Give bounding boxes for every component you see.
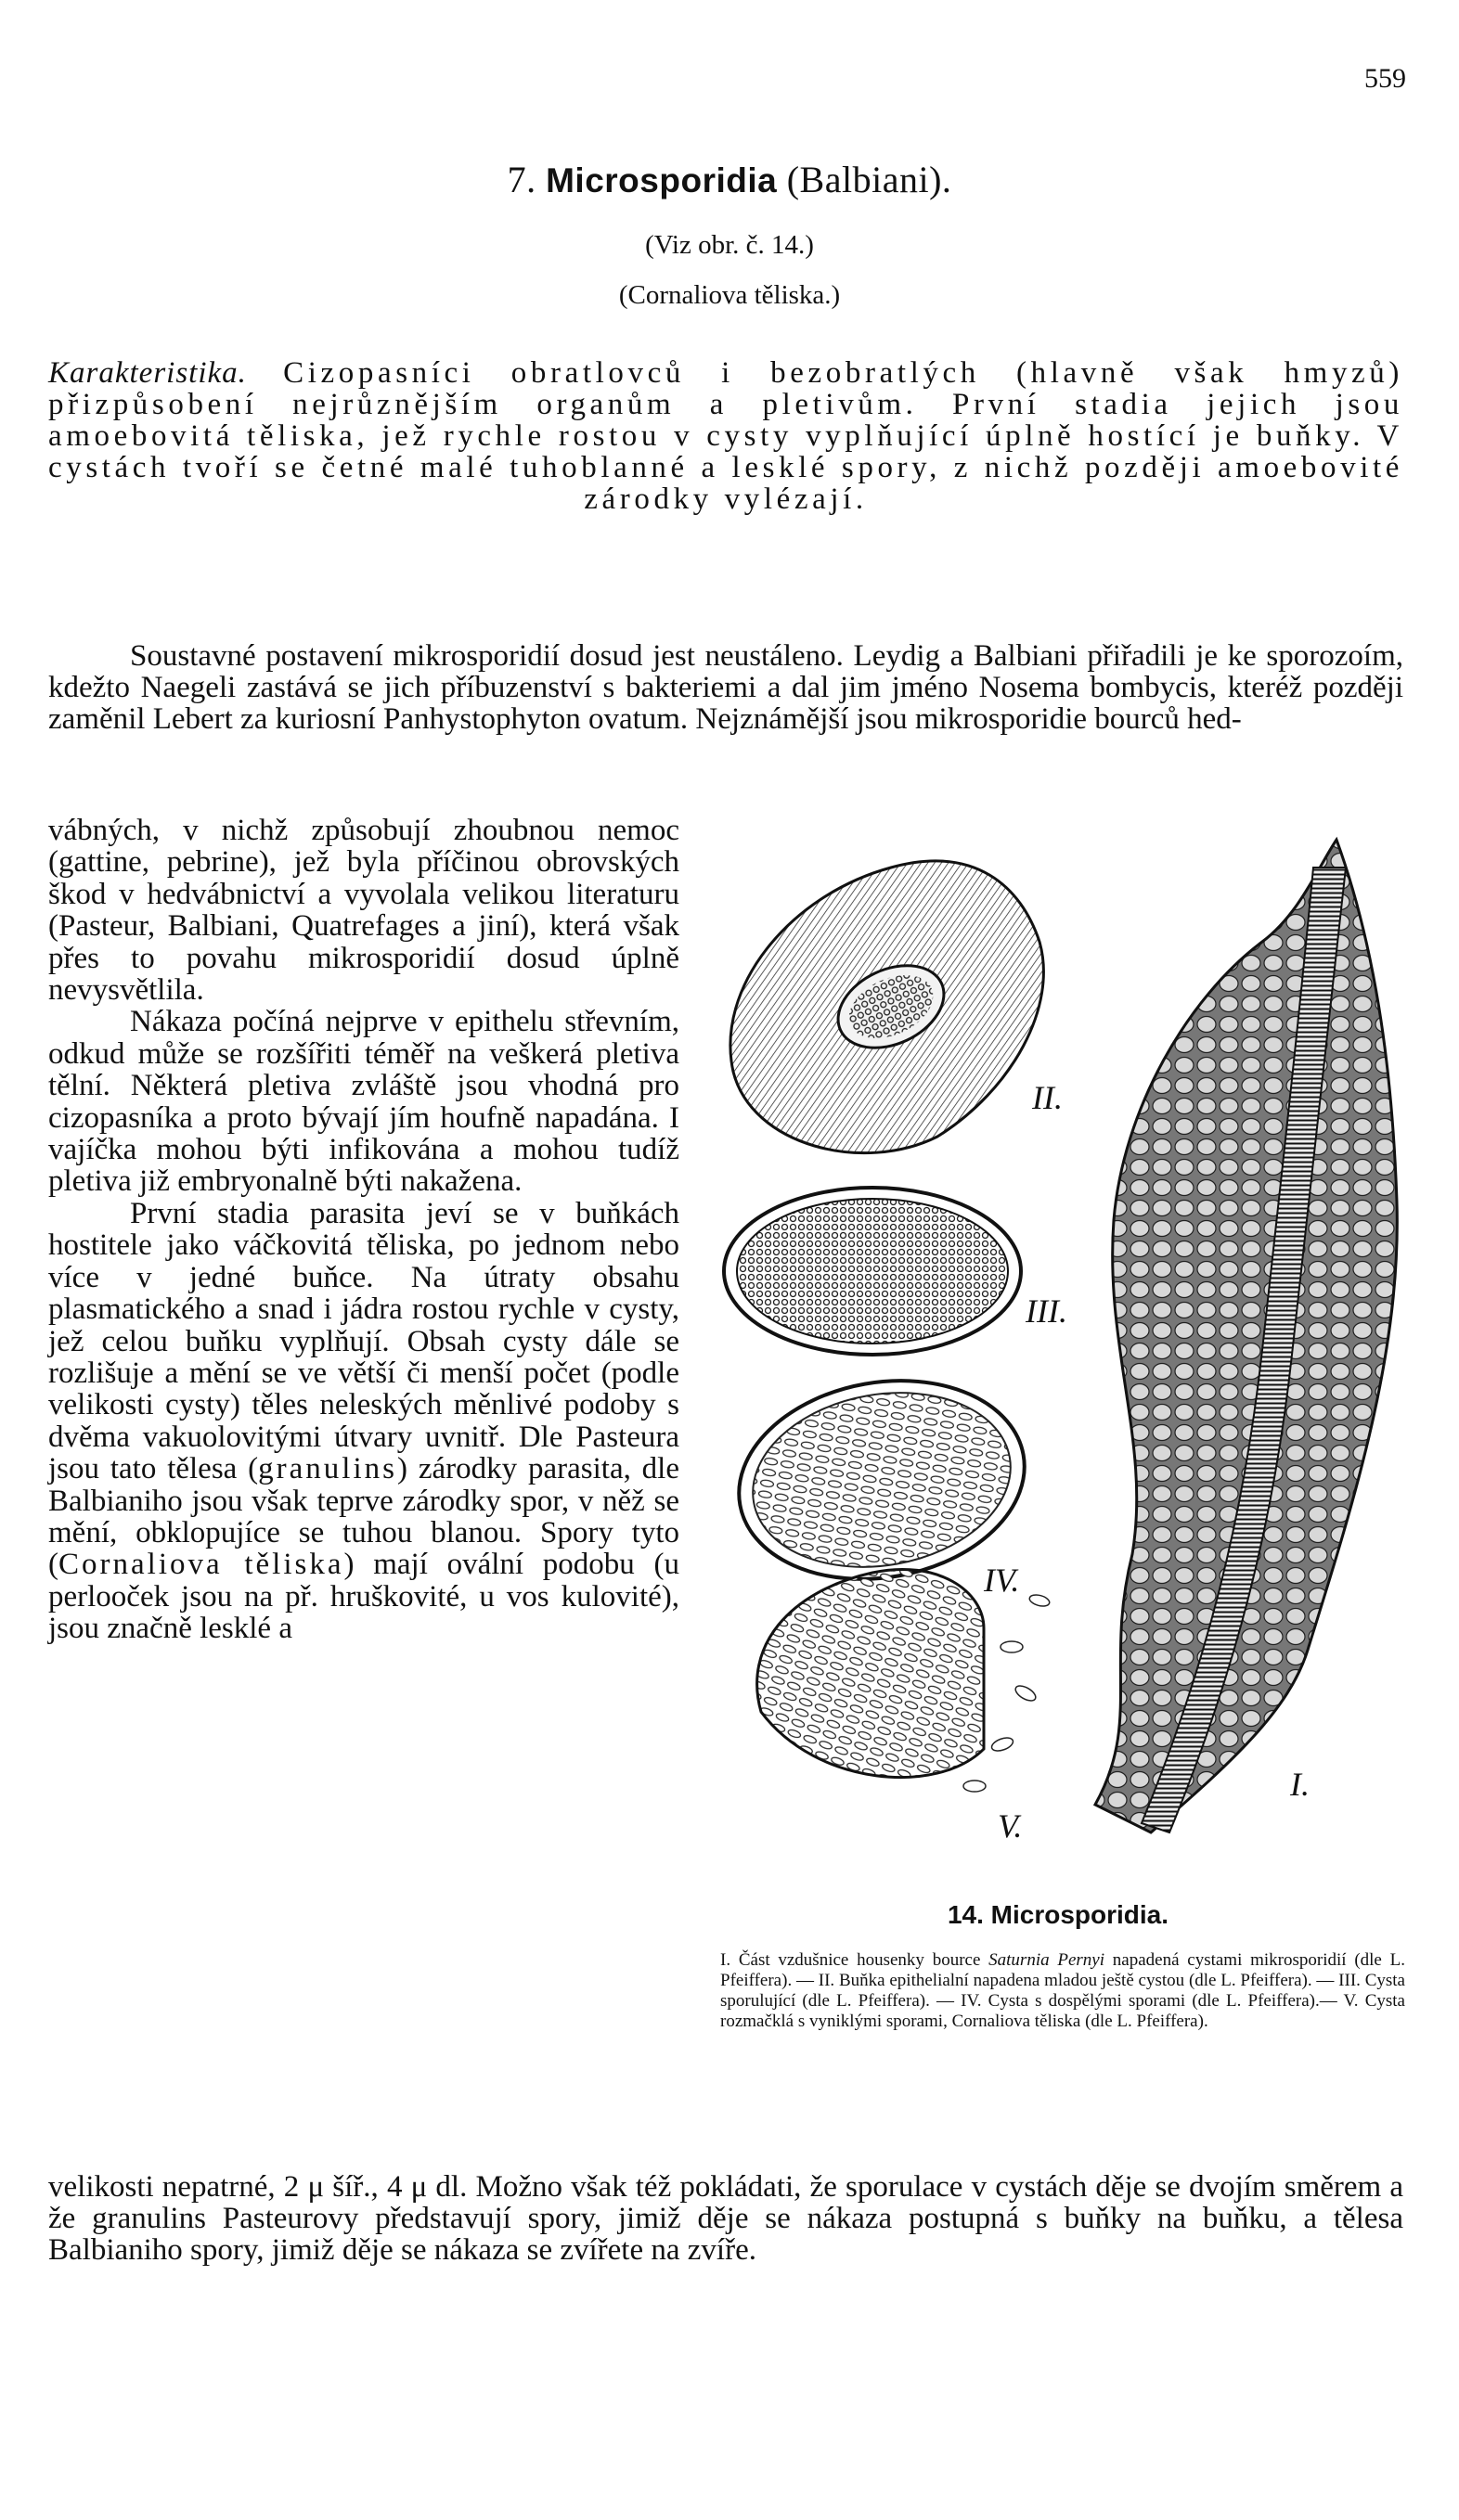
characteristics-paragraph — [48, 357, 1403, 515]
legend-part-a: I. Část vzdušnice housenky bource — [720, 1950, 989, 1970]
microsporidia-figure — [705, 830, 1411, 1879]
figure-legend — [720, 1950, 1405, 2032]
closing-paragraph: velikosti nepatrné, 2 μ šíř., 4 μ dl. Možno však též pokládati, že sporulace v cystách děje se dvojím směrem a že granulins Pasteurovy představují spory, jimiž děje se nákaza postupná s buňky na buňku, a tělesa Balbianiho spory, jimiž děje se nákaza se zvířete na zvíře. — [48, 2170, 1403, 2268]
section-author: (Balbiani). — [786, 159, 952, 200]
figure-ii-cell — [730, 861, 1043, 1153]
p3-part-b: ) zárodky parasita, dle Balbianiho jsou však teprve zárodky spor, v něž se mění, obklopujíce se tuhou blanou. Spory tyto ( — [48, 1452, 680, 1582]
alternate-name: (Cornaliova těliska.) — [618, 280, 841, 310]
intro-paragraph: Soustavné postavení mikrosporidií dosud jest neustáleno. Leydig a Balbiani přiřadili je ke sporozoím, kdežto Naegeli zastává se jich příbuzenství s bakteriemi a dal jim jméno Nosema bombycis, kteréž později zaměnil Lebert za kuriosní Panhystophyton ovatum. Nejznámější jsou mikrosporidie bourců hed- — [48, 639, 1403, 737]
section-name: Microsporidia — [546, 161, 778, 199]
figure-reference: (Viz obr. č. 14.) — [645, 230, 814, 260]
p3-part-a: První stadia parasita jeví se v buňkách hostitele jako váčkovitá těliska, po jednom nebo více v jedné buňce. Na útraty obsahu plasmatického a snad i jádra rostou rychle v cysty, jež celou buňku vyplňují. Obsah cysty dále se rozlišuje a mění se ve větší či menší počet (podle velikosti cysty) těles neleských měnlivé podoby s dvěma vakuolovitými útvary uvnitř. Dle Pasteura jsou tato tělesa ( — [48, 1196, 679, 1486]
label-i: I. — [1290, 1766, 1310, 1803]
legend-part-b: napadená cystami mikrosporidií (dle L. Pfeiffera). — II. Buňka epithelialní napadena mladou ještě cystou (dle L. Pfeiffera). — III. Cysta sporulující (dle L. Pfeiffera). — IV. Cysta s dospělými sporami (dle L. Pfeiffera).— V. Cysta rozmačklá s vyniklými sporami, Cornaliova těliska (dle L. Pfeiffera). — [720, 1950, 1405, 2031]
figure-illustration — [705, 830, 1411, 1879]
cornalia-term: Cornaliova těliska — [58, 1548, 344, 1582]
section-title — [0, 158, 1459, 201]
text-column — [48, 815, 679, 1645]
figure-v-cyst — [757, 1569, 1051, 1792]
characteristics-lead: Karakteristika. — [48, 356, 247, 390]
figure-caption: 14. Microsporidia. — [947, 1900, 1169, 1929]
page-number: 559 — [1364, 63, 1406, 94]
legend-species: Saturnia Pernyi — [988, 1950, 1105, 1970]
label-iv: IV. — [984, 1562, 1020, 1599]
label-ii: II. — [1032, 1079, 1063, 1116]
column-paragraph-1: vábných, v nichž způsobují zhoubnou nemoc (gattine, pebrine), jež byla příčinou obrovských škod v hedvábnictví a vyvolala velikou literaturu (Pasteur, Balbiani, Quatrefages a jiní), která však přes to povahu mikrosporidií dosud úplně nevysvětlila. — [48, 814, 679, 1008]
p3-part-c: ) mají ovální podobu (u perlooček jsou na př. hruškovité, u vos kulovité), jsou značně lesklé a — [48, 1548, 679, 1646]
figure-iii-cyst — [724, 1188, 1021, 1355]
characteristics-text: Cizopasníci obratlovců i bezobratlých (hlavně však hmyzů) přizpůsobení nejrůznějším organům a pletivům. První stadia jejich jsou amoebovitá těliska, jež rychle rostou v cysty vyplňující úplně hostící je buňky. V cystách tvoří se četné malé tuhoblanné a lesklé spory, z nichž později amoebovité zárodky vylézají. — [48, 356, 1403, 516]
column-paragraph-3 — [48, 1198, 679, 1645]
label-iii: III. — [1026, 1292, 1067, 1330]
figure-i-trachea — [1095, 840, 1397, 1832]
label-v: V. — [998, 1807, 1023, 1845]
section-number: 7. — [507, 159, 536, 200]
column-paragraph-2: Nákaza počíná nejprve v epithelu střevním, odkud může se rozšířiti téměř na veškerá pletiva tělní. Některá pletiva zvláště jsou vhodná pro cizopasníka a proto bývají jím houfně napadána. I vajíčka mohou býti infikována a mohou tudíž pletiva již embryonalně býti nakažena. — [48, 1005, 679, 1199]
granulins-term: granulins — [258, 1452, 397, 1486]
